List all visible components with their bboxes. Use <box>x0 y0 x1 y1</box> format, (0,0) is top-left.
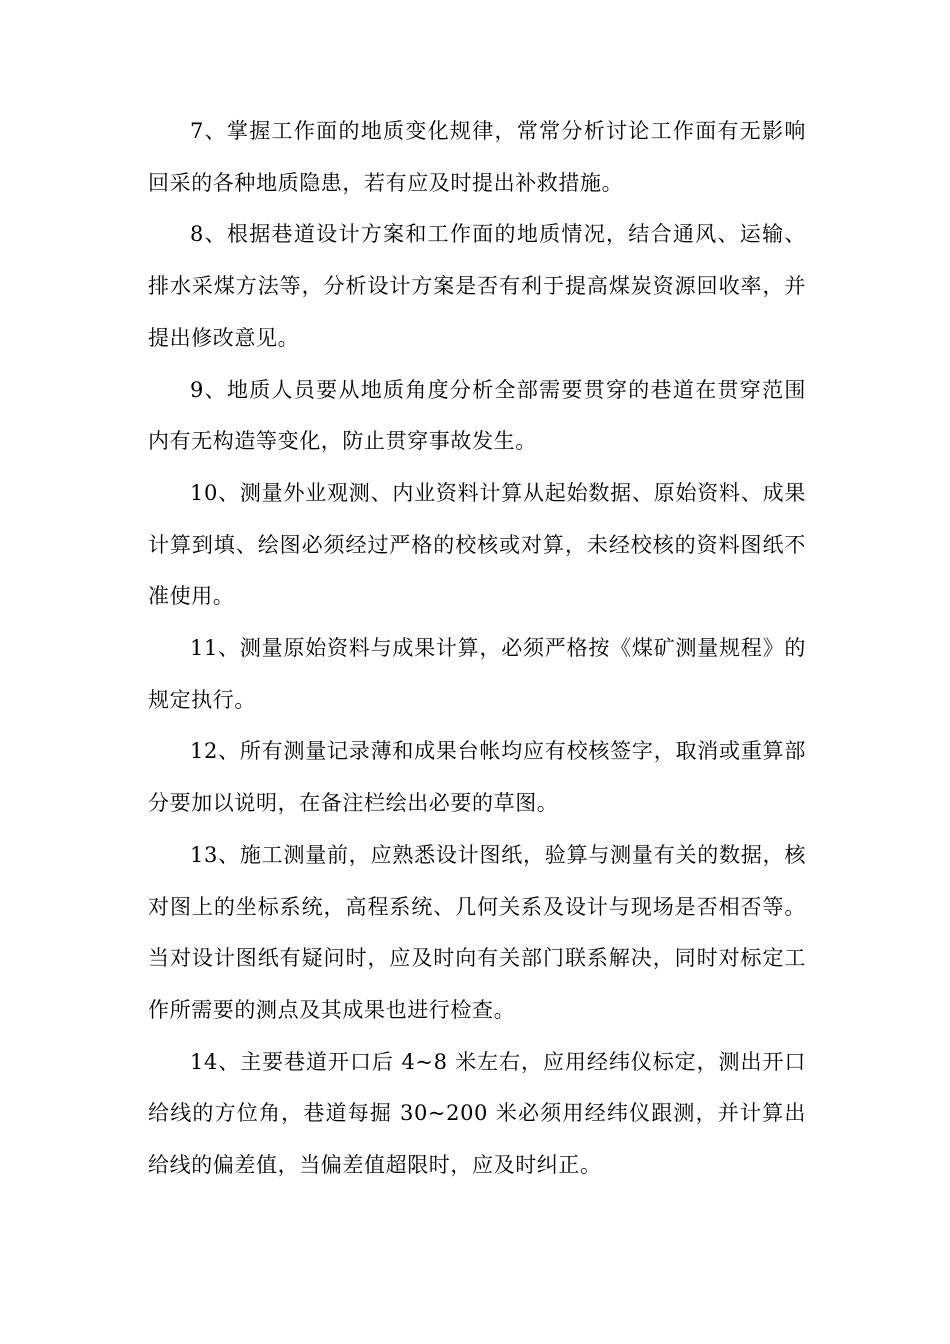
paragraph-9: 9、地质人员要从地质角度分析全部需要贯穿的巷道在贯穿范围内有无构造等变化，防止贯穿事故发生。 <box>148 377 806 454</box>
paragraph-7: 7、掌握工作面的地质变化规律，常常分析讨论工作面有无影响回采的各种地质隐患，若有应及时提出补救措施。 <box>148 119 806 195</box>
paragraph-10: 10、测量外业观测、内业资料计算从起始数据、原始资料、成果计算到填、绘图必须经过严格的校核或对算，未经校核的资料图纸不准使用。 <box>148 480 806 609</box>
paragraph-11: 11、测量原始资料与成果计算，必须严格按《煤矿测量规程》的规定执行。 <box>148 636 806 712</box>
paragraph-13: 13、施工测量前，应熟悉设计图纸，验算与测量有关的数据，核对图上的坐标系统，高程系统、几何关系及设计与现场是否相否等。当对设计图纸有疑问时，应及时向有关部门联系解决，同时对标定工作所需要的测点及其成果也进行检查。 <box>148 842 806 1022</box>
paragraph-12: 12、所有测量记录薄和成果台帐均应有校核签字，取消或重算部分要加以说明，在备注栏绘出必要的草图。 <box>148 739 806 816</box>
paragraph-14: 14、主要巷道开口后 4~8 米左右，应用经纬仪标定，测出开口给线的方位角，巷道每掘 30~200 米必须用经纬仪跟测，并计算出给线的偏差值，当偏差值超限时，应及时纠正。 <box>148 1049 806 1178</box>
paragraph-8: 8、根据巷道设计方案和工作面的地质情况，结合通风、运输、排水采煤方法等，分析设计方案是否有利于提高煤炭资源回收率，并提出修改意见。 <box>148 222 806 350</box>
